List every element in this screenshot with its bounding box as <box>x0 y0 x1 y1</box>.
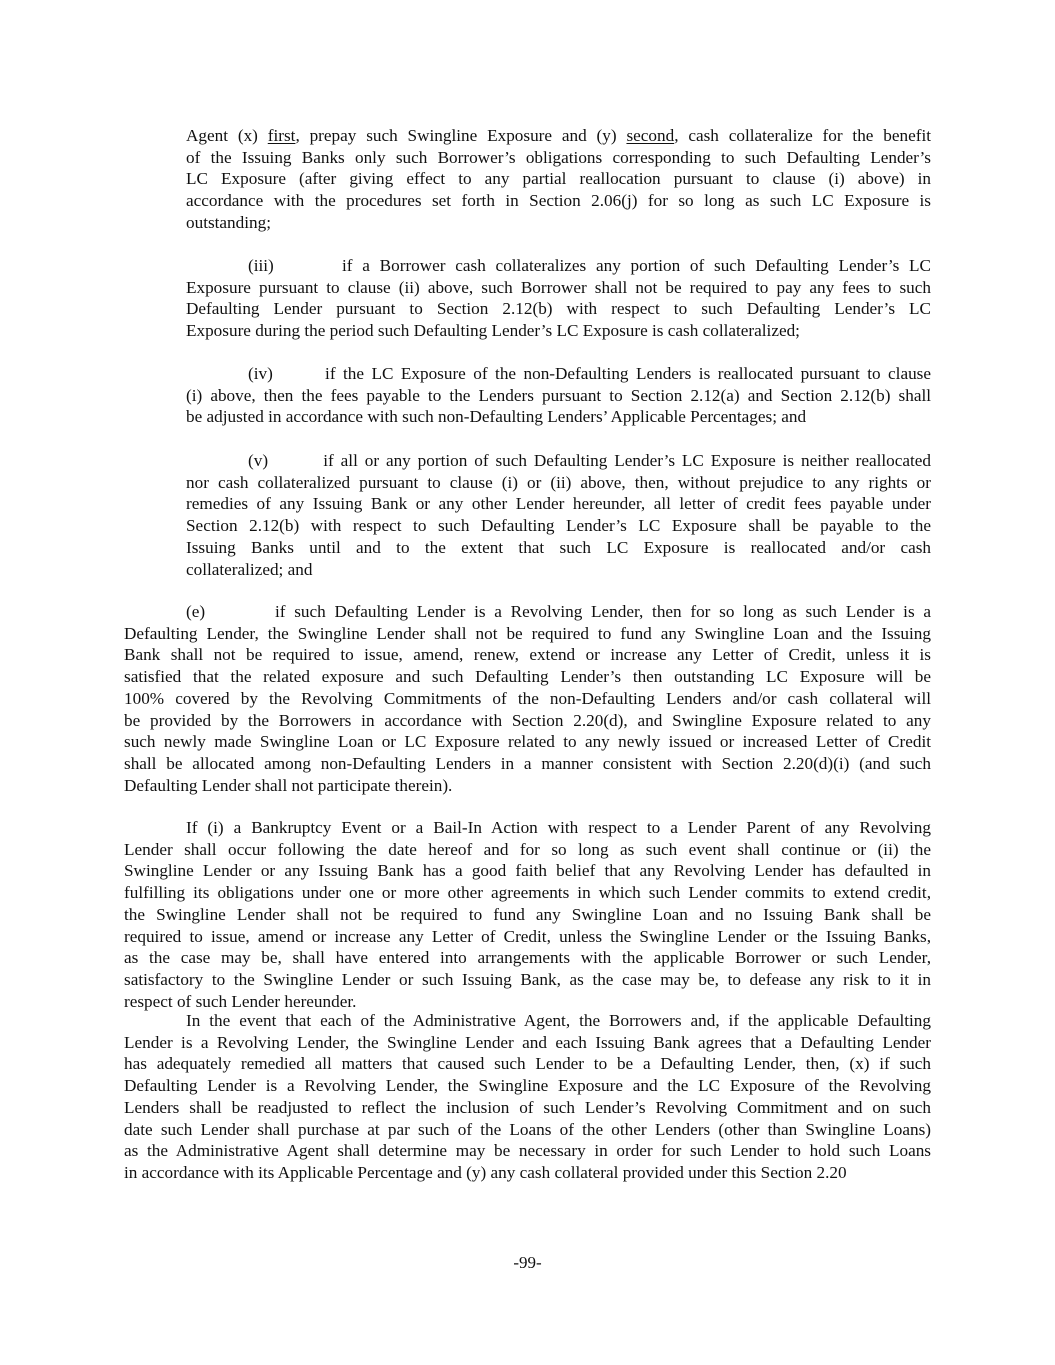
clause-v <box>186 450 931 580</box>
paragraph-line: Swingline Lender or any Issuing Bank has a good faith belief that any Revolving Lender has defaulted in <box>124 861 931 881</box>
paragraph-line: required to issue, amend or increase any Letter of Credit, unless the Swingline Lender or the Issuing Banks, <box>124 926 931 946</box>
paragraph-line: 100% covered by the Revolving Commitments of the non-Defaulting Lenders and/or cash collateral will <box>124 688 931 708</box>
page-number: -99- <box>513 1253 542 1272</box>
paragraph-line: Defaulting Lender is a Revolving Lender, the Swingline Exposure and the LC Exposure of the Revolving <box>124 1076 931 1096</box>
paragraph-line: such newly made Swingline Loan or LC Exposure related to any newly issued or increased Letter of Credit <box>124 732 931 752</box>
paragraph-line: Lender is a Revolving Lender, the Swingline Lender and each Issuing Bank agrees that a Defaulting Lender <box>124 1032 931 1052</box>
paragraph-remedied-defaults <box>124 1010 931 1184</box>
paragraph-line: Defaulting Lender, the Swingline Lender shall not be required to fund any Swingline Loan and the Issuing <box>124 623 931 643</box>
paragraph-line: (e) if such Defaulting Lender is a Revolving Lender, then for so long as such Lender is a <box>186 602 931 621</box>
paragraph-line: date such Lender shall purchase at par such of the Loans of the other Lenders (other than Swingline Loans) <box>124 1119 931 1139</box>
paragraph-continuation <box>186 125 931 234</box>
paragraph-line: (iii) if a Borrower cash collateralizes any portion of such Defaulting Lender’s LC <box>248 256 931 275</box>
paragraph-line: Issuing Banks until and to the extent that such LC Exposure is reallocated and/or cash <box>186 537 931 557</box>
paragraph-line: nor cash collateralized pursuant to clause (i) or (ii) above, then, without prejudice to any rights or <box>186 472 931 492</box>
paragraph-line: Exposure during the period such Defaulting Lender’s LC Exposure is cash collateralized; <box>186 321 800 341</box>
paragraph-line: has adequately remedied all matters that caused such Lender to be a Defaulting Lender, then, (x) if such <box>124 1054 931 1074</box>
paragraph-line: of the Issuing Banks only such Borrower’s obligations corresponding to such Defaulting Lender’s <box>186 147 931 167</box>
underlined-term-first: first <box>267 126 296 145</box>
paragraph-line: Defaulting Lender shall not participate therein). <box>124 775 453 795</box>
clause-iv <box>186 363 931 428</box>
paragraph-line: If (i) a Bankruptcy Event or a Bail-In Action with respect to a Lender Parent of any Revolving <box>186 818 931 837</box>
paragraph-line: Agent (x) first, prepay such Swingline Exposure and (y) second, cash collateralize for the benefit <box>186 126 932 145</box>
paragraph-line: outstanding; <box>186 212 271 232</box>
paragraph-line: Bank shall not be required to issue, amend, renew, extend or increase any Letter of Credit, unless it is <box>124 645 931 665</box>
paragraph-line: (iv) if the LC Exposure of the non-Defaulting Lenders is reallocated pursuant to clause <box>248 364 931 383</box>
paragraph-line: collateralized; and <box>186 559 313 579</box>
underlined-term-second: second <box>626 126 675 145</box>
paragraph-line: be provided by the Borrowers in accordance with Section 2.20(d), and Swingline Exposure related to any <box>124 710 931 730</box>
paragraph-line: (v) if all or any portion of such Defaulting Lender’s LC Exposure is neither reallocated <box>248 451 931 470</box>
paragraph-line: LC Exposure (after giving effect to any partial reallocation pursuant to clause (i) above) in <box>186 169 931 189</box>
clause-e <box>124 601 931 796</box>
paragraph-line: Section 2.12(b) with respect to such Defaulting Lender’s LC Exposure shall be payable to the <box>186 516 931 536</box>
paragraph-line: in accordance with its Applicable Percentage and (y) any cash collateral provided under this Section 2.20 <box>124 1162 847 1182</box>
paragraph-line: satisfactory to the Swingline Lender or such Issuing Bank, as the case may be, to defease any risk to it in <box>124 969 931 989</box>
paragraph-bankruptcy-event <box>124 817 931 1012</box>
paragraph-line: as the case may be, shall have entered into arrangements with the applicable Borrower or such Lender, <box>124 948 931 968</box>
paragraph-line: as the Administrative Agent shall determine may be necessary in order for such Lender to hold such Loans <box>124 1141 931 1161</box>
paragraph-line: Lender shall occur following the date hereof and for so long as such event shall continue or (ii) the <box>124 839 931 859</box>
clause-iii <box>186 255 931 342</box>
paragraph-line: Defaulting Lender pursuant to Section 2.12(b) with respect to such Defaulting Lender’s LC <box>186 299 931 319</box>
paragraph-line: Lenders shall be readjusted to reflect the inclusion of such Lender’s Revolving Commitment and on such <box>124 1097 931 1117</box>
paragraph-line: remedies of any Issuing Bank or any other Lender hereunder, all letter of credit fees payable under <box>186 494 931 514</box>
paragraph-line: shall be allocated among non-Defaulting Lenders in a manner consistent with Section 2.20(d)(i) (and such <box>124 753 931 773</box>
paragraph-line: the Swingline Lender shall not be required to fund any Swingline Loan and no Issuing Bank shall be <box>124 904 931 924</box>
paragraph-line: accordance with the procedures set forth in Section 2.06(j) for so long as such LC Exposure is <box>186 191 931 211</box>
paragraph-line: respect of such Lender hereunder. <box>124 991 357 1011</box>
paragraph-line: fulfilling its obligations under one or more other agreements in which such Lender commits to extend credit, <box>124 883 931 903</box>
paragraph-line: (i) above, then the fees payable to the Lenders pursuant to Section 2.12(a) and Section 2.12(b) shall <box>186 385 931 405</box>
paragraph-line: satisfied that the related exposure and such Defaulting Lender’s then outstanding LC Exposure will be <box>124 667 931 687</box>
paragraph-line: In the event that each of the Administrative Agent, the Borrowers and, if the applicable Defaulting <box>186 1011 931 1030</box>
paragraph-line: Exposure pursuant to clause (ii) above, such Borrower shall not be required to pay any fees to such <box>186 277 931 297</box>
paragraph-line: be adjusted in accordance with such non-Defaulting Lenders’ Applicable Percentages; and <box>186 407 807 427</box>
